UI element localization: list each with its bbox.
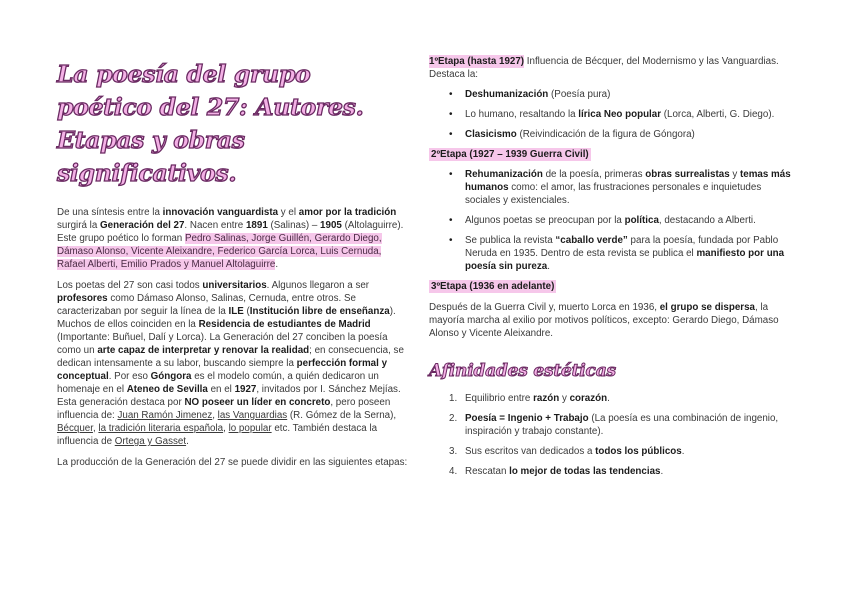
text: (R. Gómez de la Serna), bbox=[287, 410, 397, 421]
generation-paragraph bbox=[57, 279, 409, 448]
text: . bbox=[186, 436, 189, 447]
text: y bbox=[729, 169, 740, 180]
list-item bbox=[429, 445, 791, 458]
text: Los poetas del 27 son casi todos bbox=[57, 280, 203, 291]
list-item bbox=[429, 412, 791, 438]
text: Rescatan bbox=[465, 466, 510, 477]
text: como Dámaso Alonso, Salinas, Cernuda, entre otros. Se caracterizaban por seguir la línea de la bbox=[57, 293, 356, 317]
list-item bbox=[429, 88, 791, 101]
text: y bbox=[559, 393, 570, 404]
intro-paragraph bbox=[57, 206, 409, 271]
text: etc. También destaca la influencia de bbox=[57, 423, 378, 447]
stage1-heading: 1ºEtapa (hasta 1927) bbox=[429, 56, 525, 67]
text: en el bbox=[207, 384, 235, 395]
bold-text: política bbox=[624, 215, 659, 226]
bold-text: lírica Neo popular bbox=[578, 109, 662, 120]
underlined-text: Ortega y Gasset bbox=[114, 436, 187, 447]
bold-text: temas más humanos bbox=[465, 169, 791, 193]
bold-text: todos los públicos bbox=[595, 446, 682, 457]
bold-text: profesores bbox=[57, 293, 108, 304]
text: ). Muchos de ellos coinciden en la bbox=[57, 306, 396, 330]
text: para la poesía, fundada por Pablo Neruda en 1935. Dentro de esta revista se publica el bbox=[465, 235, 779, 259]
text: (Salinas) – bbox=[267, 220, 321, 231]
text: Se publica la revista bbox=[465, 235, 556, 246]
text: surgirá la bbox=[57, 220, 101, 231]
text: Algunos poetas se preocupan por la bbox=[465, 215, 625, 226]
list-item bbox=[429, 168, 791, 207]
bold-text: ILE bbox=[228, 306, 244, 317]
left-column bbox=[57, 58, 409, 469]
bold-text: obras surrealistas bbox=[645, 169, 730, 180]
afinidades-heading: Afinidades estéticas bbox=[429, 361, 616, 381]
list-number: 2. bbox=[449, 413, 458, 424]
text: Equilibrio entre bbox=[465, 393, 534, 404]
bold-text: amor por la tradición bbox=[298, 207, 397, 218]
bold-text: Clasicismo bbox=[465, 129, 517, 140]
stage1-list bbox=[429, 88, 791, 141]
underlined-text: la tradición literaria española bbox=[98, 423, 224, 434]
list-item bbox=[429, 234, 791, 273]
text: Lo humano, resaltando la bbox=[465, 109, 579, 120]
text: (La poesía es una combinación de ingenio, inspiración y trabajo constante). bbox=[465, 413, 779, 437]
text: Sus escritos van dedicados a bbox=[465, 446, 596, 457]
text: (Reivindicación de la figura de Góngora) bbox=[516, 129, 695, 140]
text: . bbox=[681, 446, 685, 457]
list-item bbox=[429, 214, 791, 227]
bold-text: 1927 bbox=[234, 384, 257, 395]
text: , bbox=[223, 423, 229, 434]
text: (Altolaguirre). Este grupo poético lo forman bbox=[57, 220, 404, 244]
underlined-text: lo popular bbox=[228, 423, 272, 434]
text: . bbox=[275, 259, 279, 270]
bold-text: Institución libre de enseñanza bbox=[249, 306, 390, 317]
stage3-paragraph bbox=[429, 301, 791, 340]
list-item bbox=[429, 128, 791, 141]
bold-text: 1891 bbox=[245, 220, 268, 231]
afinidades-list bbox=[429, 392, 791, 478]
list-item bbox=[429, 108, 791, 121]
underlined-text: Juan Ramón Jimenez bbox=[117, 410, 213, 421]
text: , bbox=[212, 410, 218, 421]
text: . Algunos llegaron a ser bbox=[266, 280, 370, 291]
bold-text: “caballo verde” bbox=[555, 235, 628, 246]
highlighted-authors: Pedro Salinas, Jorge Guillén, Gerardo Diego, Dámaso Alonso, Vicente Aleixandre, Federico García Lorca, Luis Cernuda, Rafael Alberti, Emilio Prados y Manuel Altolaguirre bbox=[57, 233, 382, 270]
text: . Nacen entre bbox=[184, 220, 246, 231]
bold-text: Residencia de estudiantes de Madrid bbox=[198, 319, 371, 330]
stage1-paragraph bbox=[429, 55, 791, 81]
bold-text: Generación del 27 bbox=[100, 220, 185, 231]
stage2-list bbox=[429, 168, 791, 273]
bold-text: innovación vanguardista bbox=[162, 207, 279, 218]
text: (Poesía pura) bbox=[548, 89, 611, 100]
bold-text: universitarios bbox=[202, 280, 267, 291]
list-number: 1. bbox=[449, 393, 458, 404]
bold-text: lo mejor de todas las tendencias bbox=[509, 466, 661, 477]
bold-text: arte capaz de interpretar y renovar la realidad bbox=[97, 345, 310, 356]
text: , bbox=[92, 423, 99, 434]
text: , destacando a Alberti. bbox=[658, 215, 756, 226]
stages-intro-paragraph: La producción de la Generación del 27 se puede dividir en las siguientes etapas: bbox=[57, 457, 408, 468]
bold-text: Deshumanización bbox=[465, 89, 549, 100]
right-column bbox=[429, 55, 791, 485]
text: ( bbox=[243, 306, 250, 317]
bold-text: 1905 bbox=[320, 220, 342, 231]
text: (Lorca, Alberti, G. Diego). bbox=[661, 109, 775, 120]
text: (Importante: Buñuel, Dalí y Lorca). La Generación del 27 conciben la poesía como un bbox=[57, 332, 388, 356]
text: . bbox=[547, 261, 550, 272]
list-item bbox=[429, 465, 791, 478]
text: . bbox=[607, 393, 610, 404]
text: ; en consecuencia, se dedican intensamente a su labor, buscando siempre la bbox=[57, 345, 404, 369]
list-item bbox=[429, 392, 791, 405]
page-title: La poesía del grupo poético del 27: Autores. Etapas y obras significativos. bbox=[57, 60, 364, 187]
bold-text: Góngora bbox=[150, 371, 192, 382]
bold-text: Rehumanización bbox=[465, 169, 543, 180]
bold-text: el grupo se dispersa bbox=[659, 302, 755, 313]
text: y el bbox=[278, 207, 299, 218]
bold-text: corazón bbox=[569, 393, 608, 404]
text: . Por eso bbox=[108, 371, 151, 382]
bold-text: Poesía = Ingenio + Trabajo bbox=[465, 413, 589, 424]
bold-text: manifiesto por una poesía sin pureza bbox=[465, 248, 785, 272]
text: de la poesía, primeras bbox=[542, 169, 646, 180]
underlined-text: Bécquer bbox=[57, 423, 93, 434]
text: . bbox=[660, 466, 664, 477]
bold-text: NO poseer un líder en concreto bbox=[184, 397, 331, 408]
bold-text: razón bbox=[533, 393, 560, 404]
underlined-text: las Vanguardias bbox=[217, 410, 288, 421]
text: Influencia de Bécquer, del Modernismo y las Vanguardias. Destaca la: bbox=[429, 56, 779, 80]
text: como: el amor, las frustraciones personales e inquietudes sociales y existenciales. bbox=[465, 182, 762, 206]
stage3-heading: 3ºEtapa (1936 en adelante) bbox=[431, 281, 555, 292]
list-number: 4. bbox=[449, 466, 458, 477]
text: es el modelo común, a quién dedicaron un homenaje en el bbox=[57, 371, 379, 395]
bold-text: perfección formal y conceptual bbox=[57, 358, 388, 382]
bold-text: Ateneo de Sevilla bbox=[126, 384, 208, 395]
text: , la mayoría marcha al exilio por motivos políticos, excepto: Gerardo Diego, Dámaso Alonso y Vicente Aleixandre. bbox=[429, 302, 779, 339]
text: , pero poseen influencia de: bbox=[57, 397, 391, 421]
stage2-heading: 2ºEtapa (1927 – 1939 Guerra Civil) bbox=[431, 149, 589, 160]
text: De una síntesis entre la bbox=[57, 207, 163, 218]
text: , invitados por I. Sánchez Mejías. Esta generación destaca por bbox=[57, 384, 401, 408]
list-number: 3. bbox=[449, 446, 458, 457]
text: Después de la Guerra Civil y, muerto Lorca en 1936, bbox=[429, 302, 660, 313]
